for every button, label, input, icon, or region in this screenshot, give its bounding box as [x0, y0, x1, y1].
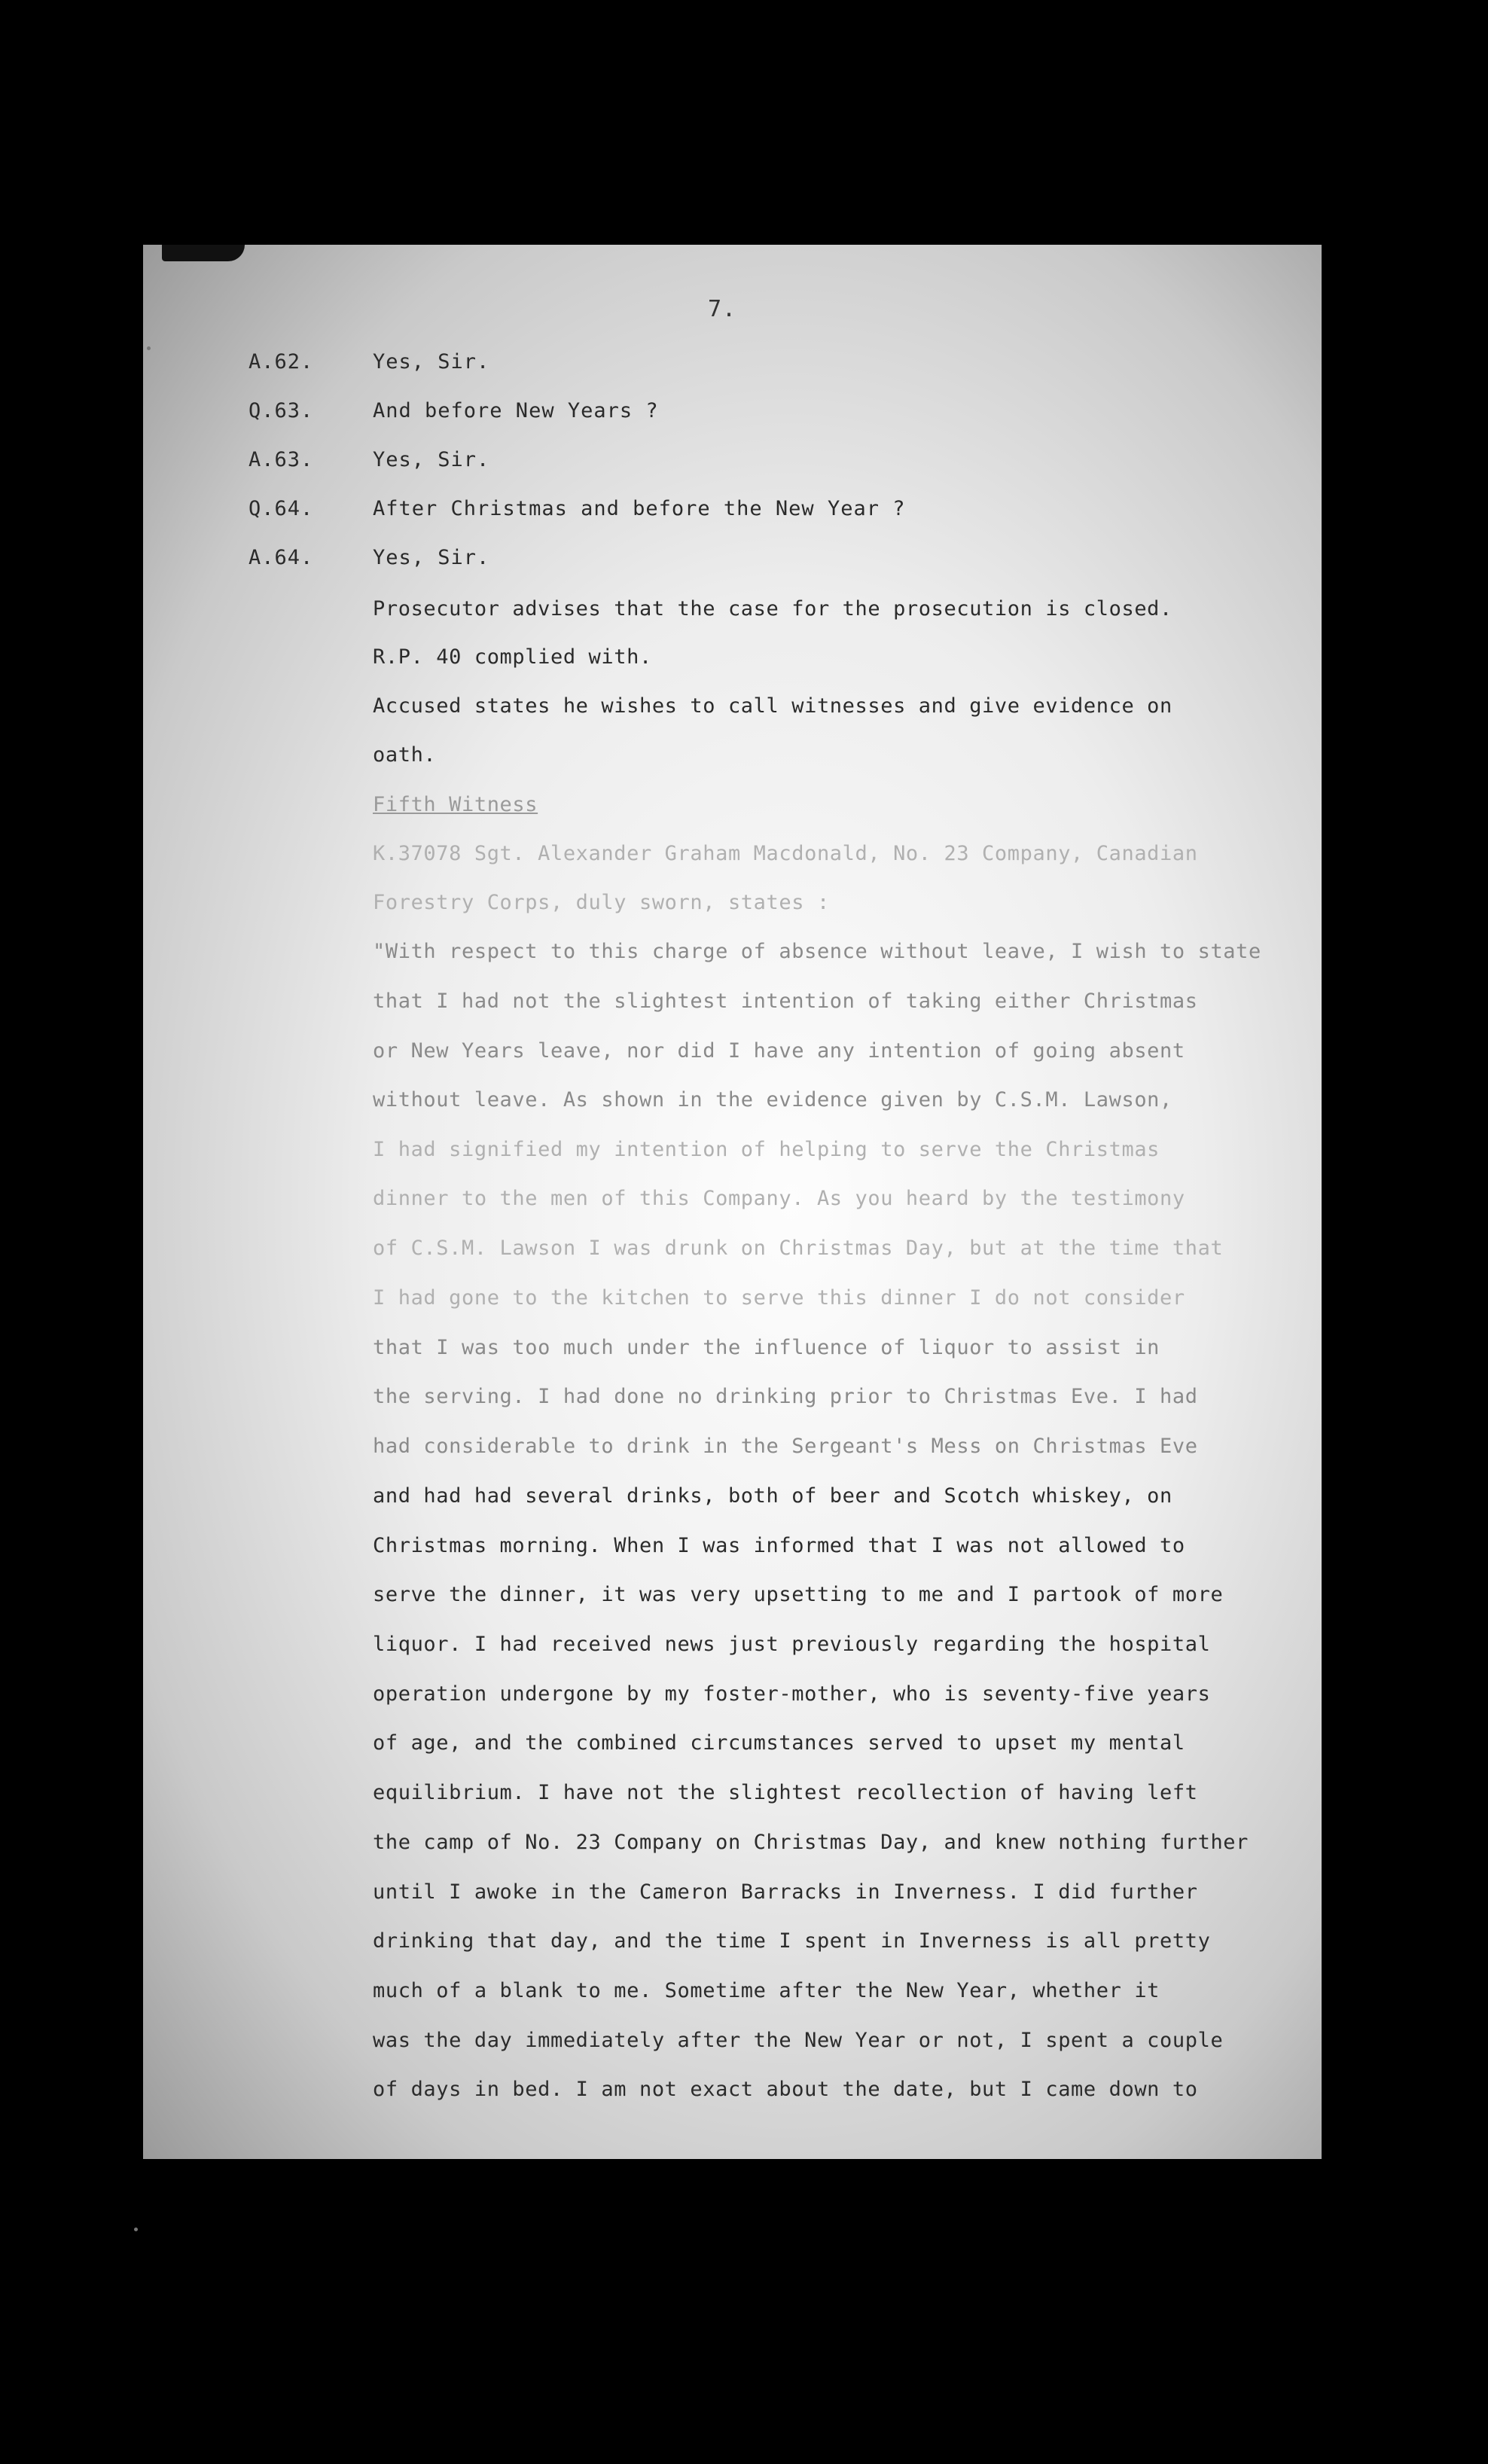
- testimony-line: serve the dinner, it was very upsetting to me and I partook of more: [373, 1583, 1224, 1606]
- testimony-line: until I awoke in the Cameron Barracks in Inverness. I did further: [373, 1880, 1198, 1904]
- testimony-line: Christmas morning. When I was informed that I was not allowed to: [373, 1534, 1185, 1557]
- scan-speck: [134, 2228, 138, 2231]
- statement-line: oath.: [373, 743, 437, 767]
- testimony-line: equilibrium. I have not the slightest recollection of having left: [373, 1781, 1198, 1804]
- testimony-line: "With respect to this charge of absence without leave, I wish to state: [373, 940, 1261, 963]
- testimony-line: of age, and the combined circumstances served to upset my mental: [373, 1731, 1185, 1755]
- qa-row: [143, 448, 1322, 478]
- witness-heading: Fifth Witness: [373, 793, 538, 816]
- testimony-line: I had gone to the kitchen to serve this dinner I do not consider: [373, 1286, 1185, 1310]
- testimony-line: the serving. I had done no drinking prior to Christmas Eve. I had: [373, 1385, 1198, 1408]
- qa-text: And before New Years ?: [373, 399, 659, 422]
- page-number: 7.: [708, 296, 737, 322]
- qa-label: A.63.: [249, 448, 314, 471]
- testimony-line: much of a blank to me. Sometime after the New Year, whether it: [373, 1979, 1160, 2002]
- qa-row: [143, 546, 1322, 576]
- testimony-line: or New Years leave, nor did I have any intention of going absent: [373, 1039, 1185, 1063]
- testimony-line: of C.S.M. Lawson I was drunk on Christmas Day, but at the time that: [373, 1237, 1224, 1260]
- qa-label: A.64.: [249, 546, 314, 569]
- qa-row: [143, 497, 1322, 527]
- qa-label: Q.63.: [249, 399, 314, 422]
- qa-label: A.62.: [249, 350, 314, 374]
- qa-row: [143, 350, 1322, 380]
- qa-text: Yes, Sir.: [373, 448, 490, 471]
- statement-line: R.P. 40 complied with.: [373, 645, 652, 669]
- document-page: [143, 245, 1322, 2159]
- qa-text: Yes, Sir.: [373, 546, 490, 569]
- testimony-line: I had signified my intention of helping to serve the Christmas: [373, 1138, 1160, 1161]
- testimony-line: that I had not the slightest intention of taking either Christmas: [373, 990, 1198, 1013]
- testimony-line: that I was too much under the influence of liquor to assist in: [373, 1336, 1160, 1359]
- qa-row: [143, 399, 1322, 429]
- testimony-line: drinking that day, and the time I spent in Inverness is all pretty: [373, 1929, 1211, 1953]
- testimony-line: without leave. As shown in the evidence given by C.S.M. Lawson,: [373, 1088, 1172, 1112]
- testimony-line: operation undergone by my foster-mother, who is seventy-five years: [373, 1682, 1211, 1706]
- witness-intro-line: Forestry Corps, duly sworn, states :: [373, 891, 830, 914]
- scan-speck: [147, 346, 151, 350]
- testimony-line: dinner to the men of this Company. As you heard by the testimony: [373, 1187, 1185, 1210]
- testimony-line: and had had several drinks, both of beer and Scotch whiskey, on: [373, 1484, 1172, 1508]
- testimony-line: liquor. I had received news just previously regarding the hospital: [373, 1633, 1211, 1656]
- testimony-line: had considerable to drink in the Sergeant's Mess on Christmas Eve: [373, 1435, 1198, 1458]
- qa-label: Q.64.: [249, 497, 314, 520]
- qa-text: After Christmas and before the New Year ?: [373, 497, 906, 520]
- witness-intro-line: K.37078 Sgt. Alexander Graham Macdonald, No. 23 Company, Canadian: [373, 842, 1198, 865]
- statement-line: Accused states he wishes to call witnesses and give evidence on: [373, 694, 1172, 718]
- testimony-line: the camp of No. 23 Company on Christmas Day, and knew nothing further: [373, 1831, 1249, 1854]
- testimony-line: was the day immediately after the New Year or not, I spent a couple: [373, 2029, 1224, 2052]
- qa-text: Yes, Sir.: [373, 350, 490, 374]
- testimony-line: of days in bed. I am not exact about the date, but I came down to: [373, 2078, 1198, 2101]
- statement-line: Prosecutor advises that the case for the prosecution is closed.: [373, 597, 1172, 621]
